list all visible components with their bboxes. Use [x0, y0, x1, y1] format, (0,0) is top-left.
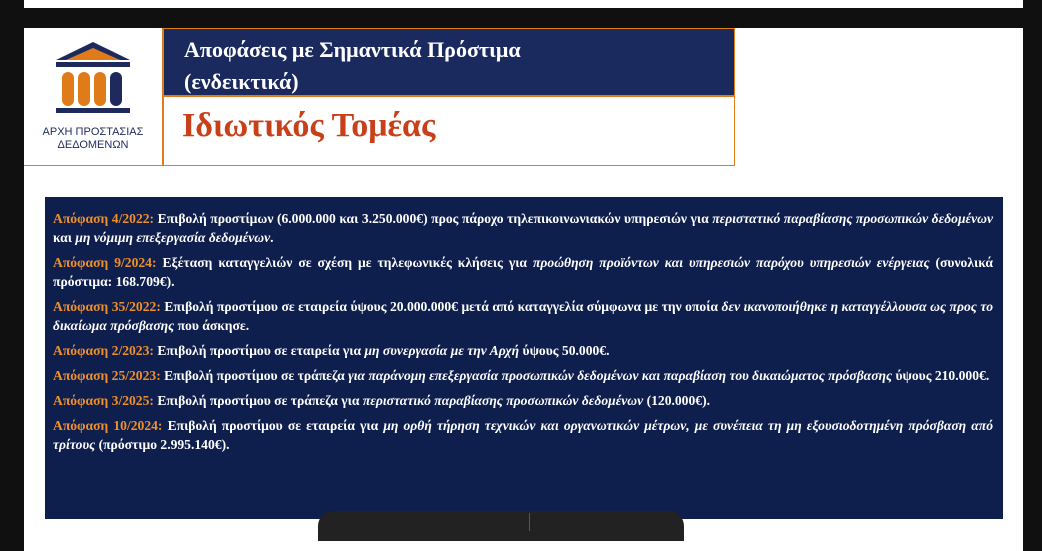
decision-text: Επιβολή προστίμου σε τράπεζα για [153, 393, 363, 408]
decision-label: Απόφαση 3/2025: [53, 393, 154, 408]
sector-banner [163, 96, 735, 166]
decision-text: και [53, 230, 76, 245]
decision-italic: περιστατικό παραβίασης προσωπικών δεδομένων [712, 211, 993, 226]
decision-italic: μη συνεργασία με την Αρχή [364, 343, 520, 358]
decision-text: (πρόστιμο 2.995.140€). [95, 437, 230, 452]
title-banner [163, 28, 735, 96]
decisions-panel [45, 197, 1003, 519]
decision-text: Επιβολή προστίμου σε εταιρεία ύψους 20.000.000€ μετά από καταγγελία σύμφωνα με την οποία [160, 299, 722, 314]
controls-divider [529, 513, 530, 531]
decision-text: (120.000€). [643, 393, 710, 408]
decision-item [53, 297, 993, 335]
decision-item [53, 366, 993, 385]
decision-italic: δεν ικανοποιήθηκε η καταγγέλλουσα ως προς το δικαίωμα πρόσβασης [53, 299, 993, 333]
decision-label: Απόφαση 35/2022: [53, 299, 161, 314]
logo-text-line2: ΔΕΔΟΜΕΝΩΝ [57, 139, 129, 151]
decision-text: (συνολικά πρόστιμα: 168.709€). [53, 255, 993, 289]
decision-text: Επιβολή προστίμου σε εταιρεία για [162, 418, 384, 433]
decision-label: Απόφαση 4/2022: [53, 211, 155, 226]
decision-item [53, 391, 993, 410]
decision-italic: προώθηση προϊόντων και υπηρεσιών παρόχου υπηρεσιών ενέργειας [532, 255, 930, 270]
page-title: Αποφάσεις με Σημαντικά Πρόστιμα [184, 37, 521, 62]
decision-item [53, 209, 993, 247]
decision-item [53, 341, 993, 360]
decision-text: . [270, 230, 274, 245]
decision-text: ύψους 50.000€. [519, 343, 610, 358]
decision-text: που άσκησε. [174, 318, 250, 333]
logo [24, 28, 163, 166]
decision-item [53, 416, 993, 454]
decision-italic: μη ορθή τήρηση τεχνικών και οργανωτικών μέτρων, με συνέπεια τη μη εξουσιοδοτημένη πρόσβαση από τρίτους [53, 418, 993, 452]
slide [24, 28, 1023, 551]
slide-controls[interactable] [318, 511, 684, 541]
logo-text-line1: ΑΡΧΗ ΠΡΟΣΤΑΣΙΑΣ [42, 126, 144, 138]
page-subtitle: (ενδεικτικά) [184, 69, 299, 94]
top-bar [24, 0, 1023, 8]
decision-label: Απόφαση 9/2024: [53, 255, 157, 270]
decision-text: Εξέταση καταγγελιών σε σχέση με τηλεφωνικές κλήσεις για [156, 255, 533, 270]
decision-italic: μη νόμιμη επεξεργασία δεδομένων [75, 230, 271, 245]
decision-italic: για παράνομη επεξεργασία προσωπικών δεδομένων και παραβίαση του δικαιώματος πρόσβασης [348, 368, 893, 383]
decision-item [53, 253, 993, 291]
decision-italic: περιστατικό παραβίασης προσωπικών δεδομένων [362, 393, 644, 408]
decision-label: Απόφαση 10/2024: [53, 418, 163, 433]
authority-building-icon [52, 40, 134, 122]
decision-text: Επιβολή προστίμων (6.000.000 και 3.250.000€) προς πάροχο τηλεπικοινωνιακών υπηρεσιών για [154, 211, 713, 226]
sector-title: Ιδιωτικός Τομέας [182, 107, 436, 144]
decision-text: Επιβολή προστίμου σε τράπεζα [160, 368, 349, 383]
decision-label: Απόφαση 25/2023: [53, 368, 161, 383]
decision-text: Επιβολή προστίμου σε εταιρεία για [153, 343, 365, 358]
decision-label: Απόφαση 2/2023: [53, 343, 154, 358]
decision-text: ύψους 210.000€. [892, 368, 990, 383]
